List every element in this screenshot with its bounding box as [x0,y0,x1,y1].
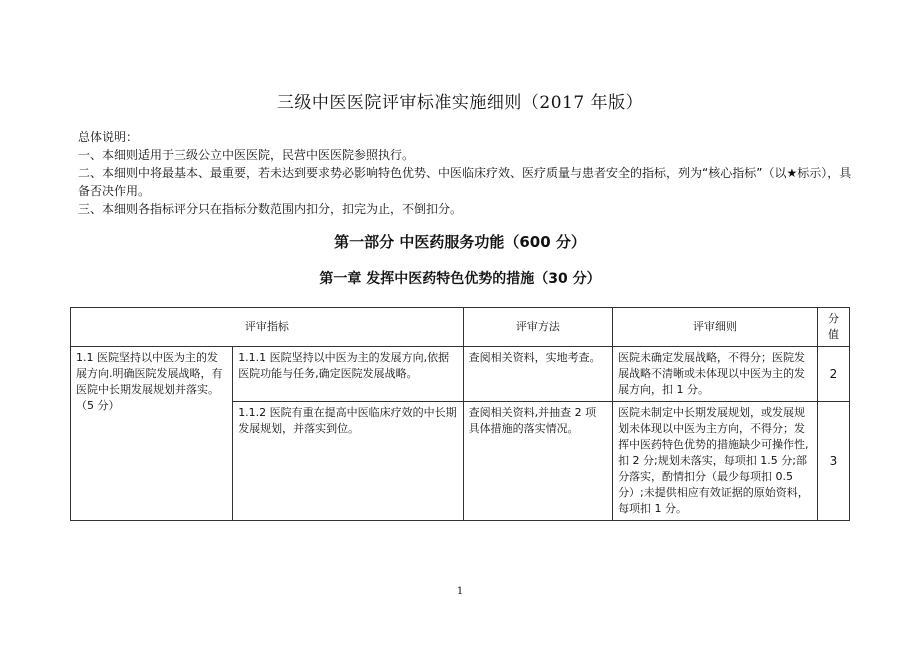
general-note-3: 三、本细则各指标评分只在指标分数范围内扣分，扣完为止，不倒扣分。 [78,202,463,216]
table-header-row [71,308,850,347]
sub-indicator-cell: 1.1.2 医院有重在提高中医临床疗效的中长期发展规划，并落实到位。 [233,402,463,521]
main-indicator-cell: 1.1 医院坚持以中医为主的发展方向.明确医院发展战略，有医院中长期发展规划并落实。（5 分） [71,347,233,521]
document-title: 三级中医医院评审标准实施细则（2017 年版） [276,93,644,113]
score-cell: 2 [817,347,849,402]
sub-indicator-cell: 1.1.1 医院坚持以中医为主的发展方向,依据医院功能与任务,确定医院发展战略。 [233,347,463,402]
evaluation-criteria-table [70,307,850,521]
general-note-1: 一、本细则适用于三级公立中医医院，民营中医医院参照执行。 [78,148,415,162]
method-cell: 查阅相关资料,并抽查 2 项具体措施的落实情况。 [463,402,612,521]
table-row [71,347,850,402]
detail-cell: 医院未确定发展战略，不得分；医院发展战略不清晰或未体现以中医为主的发展方向，扣 1 分。 [613,347,818,402]
detail-cell: 医院未制定中长期发展规划，或发展规划未体现以中医为主方向，不得分；发挥中医药特色优势的措施缺少可操作性,扣 2 分;规划未落实，每项扣 1.5 分;部分落实，酌情扣分（最少每项扣 0.5 分）;未提供相应有效证据的原始资料，每项扣 1 分。 [613,402,818,521]
header-detail: 评审细则 [613,308,818,347]
header-method: 评审方法 [463,308,612,347]
chapter-heading: 第一章 发挥中医药特色优势的措施（30 分） [319,271,601,287]
general-notes-heading: 总体说明： [78,130,139,144]
score-cell: 3 [817,402,849,521]
header-score: 分值 [817,308,849,347]
part-heading: 第一部分 中医药服务功能（600 分） [334,233,586,251]
general-note-2: 二、本细则中将最基本、最重要，若未达到要求势必影响特色优势、中医临床疗效、医疗质量与患者安全的指标，列为“核心指标”（以★标示），具备否决作用。 [78,166,852,198]
header-indicator: 评审指标 [71,308,464,347]
method-cell: 查阅相关资料，实地考查。 [463,347,612,402]
page-number: 1 [456,586,464,597]
general-notes [78,128,858,218]
